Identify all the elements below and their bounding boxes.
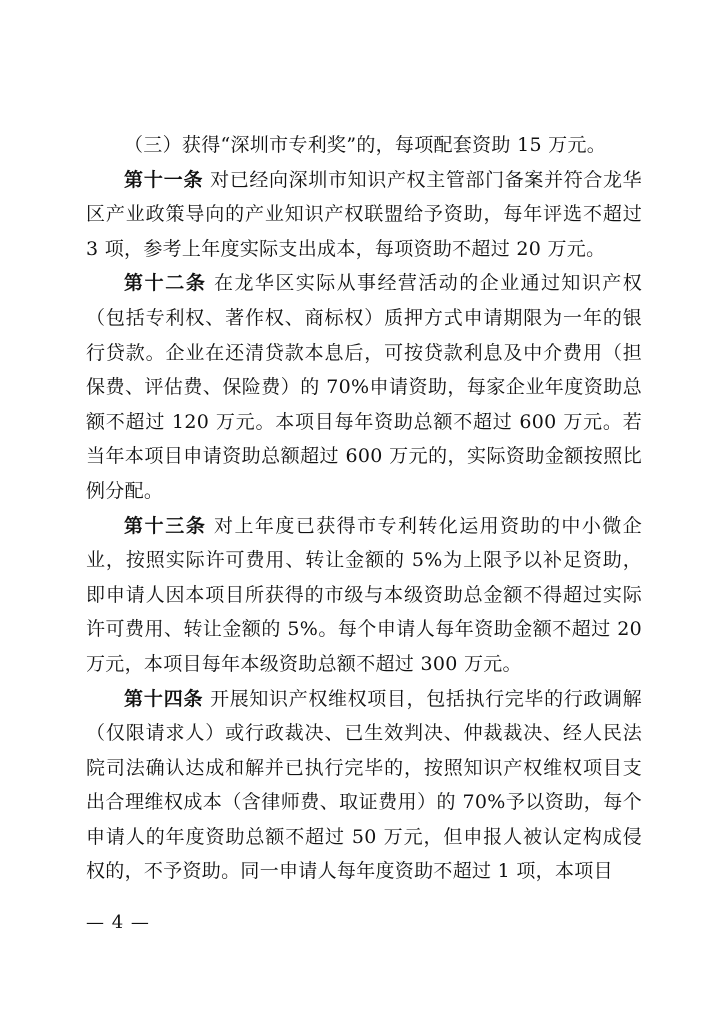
paragraph-article-11 xyxy=(86,163,642,267)
document-body xyxy=(86,128,642,889)
paragraph-article-12 xyxy=(86,266,642,508)
paragraph-text: 开展知识产权维权项目，包括执行完毕的行政调解（仅限请求人）或行政裁决、已生效判决、仲裁裁决、经人民法院司法确认达成和解并已执行完毕的，按照知识产权维权项目支出合理维权成本（含律师费、取证费用）的 70%予以资助，每个申请人的年度资助总额不超过 50 万元，但申报人被认定构成侵权的，不予资助。同一申请人每年度资助不超过 1 项，本项目 xyxy=(86,687,642,883)
paragraph-text: 对已经向深圳市知识产权主管部门备案并符合龙华区产业政策导向的产业知识产权联盟给予资助，每年评选不超过 3 项，参考上年度实际支出成本，每项资助不超过 20 万元。 xyxy=(86,168,642,260)
paragraph-article-13 xyxy=(86,509,642,682)
article-heading: 第十四条 xyxy=(124,687,204,710)
paragraph-text: 对上年度已获得市专利转化运用资助的中小微企业，按照实际许可费用、转让金额的 5%为上限予以补足资助，即申请人因本项目所获得的市级与本级资助总金额不得超过实际许可费用、转让金额的 5%。每个申请人每年资助金额不超过 20 万元，本项目每年本级资助总额不超过 300 万元。 xyxy=(86,514,642,675)
article-heading: 第十一条 xyxy=(124,168,204,191)
article-heading: 第十三条 xyxy=(124,514,207,537)
paragraph-text: （三）获得“深圳市专利奖”的，每项配套资助 15 万元。 xyxy=(124,134,607,156)
article-heading: 第十二条 xyxy=(124,272,207,295)
paragraph-text: 在龙华区实际从事经营活动的企业通过知识产权（包括专利权、著作权、商标权）质押方式申请期限为一年的银行贷款。企业在还清贷款本息后，可按贷款利息及中介费用（担保费、评估费、保险费）的 70%申请资助，每家企业年度资助总额不超过 120 万元。本项目每年资助总额不超过 600 万元。若当年本项目申请资助总额超过 600 万元的，实际资助金额按照比例分配。 xyxy=(86,272,642,502)
paragraph-clause-3 xyxy=(86,128,642,163)
paragraph-article-14 xyxy=(86,682,642,890)
page-number: — 4 — xyxy=(86,912,150,933)
